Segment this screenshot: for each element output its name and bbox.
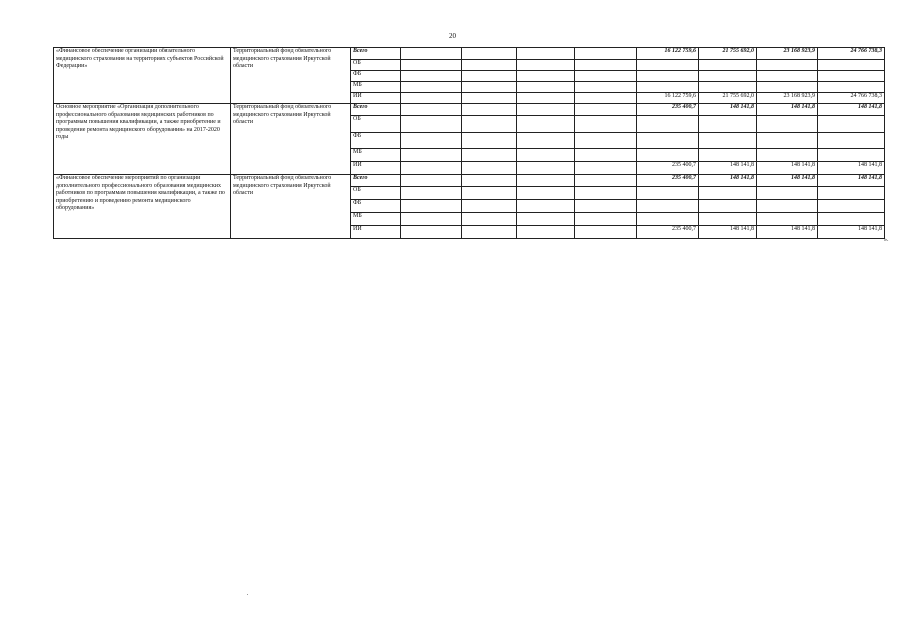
closing-quote-mark: ». — [884, 237, 889, 243]
amount-cell — [401, 48, 462, 60]
amount-cell — [462, 60, 517, 71]
amount-cell: 148 141,8 — [818, 104, 885, 116]
funding-source-cell: ФБ — [351, 133, 401, 149]
amount-cell — [699, 149, 757, 162]
amount-cell: 21 755 692,0 — [699, 48, 757, 60]
amount-cell — [517, 175, 575, 187]
amount-cell — [575, 71, 637, 82]
amount-cell — [637, 187, 699, 200]
amount-cell — [818, 187, 885, 200]
amount-cell — [637, 71, 699, 82]
amount-cell — [462, 93, 517, 104]
amount-cell — [757, 149, 818, 162]
amount-cell — [637, 60, 699, 71]
amount-cell — [575, 104, 637, 116]
amount-cell — [699, 200, 757, 213]
amount-cell — [699, 213, 757, 226]
amount-cell — [818, 133, 885, 149]
amount-cell — [818, 60, 885, 71]
amount-cell: 24 766 738,3 — [818, 48, 885, 60]
amount-cell — [401, 149, 462, 162]
amount-cell — [637, 213, 699, 226]
amount-cell — [575, 162, 637, 175]
amount-cell — [401, 200, 462, 213]
funding-source-cell: ИИ — [351, 162, 401, 175]
amount-cell — [575, 60, 637, 71]
amount-cell: 148 141,8 — [699, 162, 757, 175]
amount-cell — [818, 116, 885, 133]
amount-cell — [401, 82, 462, 93]
amount-cell — [462, 71, 517, 82]
amount-cell — [575, 226, 637, 239]
amount-cell — [517, 213, 575, 226]
amount-cell: 148 141,8 — [699, 226, 757, 239]
amount-cell: 23 168 923,9 — [757, 48, 818, 60]
funding-source-cell: ИИ — [351, 93, 401, 104]
table-row — [54, 175, 885, 187]
amount-cell — [575, 213, 637, 226]
amount-cell — [637, 149, 699, 162]
amount-cell — [757, 200, 818, 213]
amount-cell: 23 168 923,9 — [757, 93, 818, 104]
amount-cell — [699, 71, 757, 82]
amount-cell — [517, 60, 575, 71]
funding-source-cell: ИИ — [351, 226, 401, 239]
funding-source-cell: ФБ — [351, 71, 401, 82]
budget-table-body — [54, 48, 885, 239]
amount-cell — [517, 162, 575, 175]
amount-cell — [699, 116, 757, 133]
amount-cell: 148 141,8 — [699, 104, 757, 116]
amount-cell — [462, 116, 517, 133]
amount-cell: 148 141,8 — [757, 226, 818, 239]
amount-cell — [637, 200, 699, 213]
amount-cell: 148 141,8 — [757, 162, 818, 175]
amount-cell — [637, 116, 699, 133]
amount-cell — [699, 187, 757, 200]
amount-cell — [401, 93, 462, 104]
amount-cell — [637, 133, 699, 149]
funding-source-cell: МБ — [351, 149, 401, 162]
amount-cell — [699, 133, 757, 149]
amount-cell — [462, 48, 517, 60]
budget-table — [53, 47, 885, 239]
funding-source-cell: Всего — [351, 104, 401, 116]
amount-cell: 235 400,7 — [637, 162, 699, 175]
amount-cell: 148 141,8 — [818, 226, 885, 239]
amount-cell — [462, 226, 517, 239]
amount-cell — [637, 82, 699, 93]
executor-cell: Территориальный фонд обязательного медицинского страхования Иркутской области — [231, 48, 351, 104]
amount-cell: 148 141,8 — [818, 162, 885, 175]
amount-cell: 148 141,8 — [757, 175, 818, 187]
funding-source-cell: ОБ — [351, 60, 401, 71]
amount-cell — [575, 82, 637, 93]
amount-cell — [517, 93, 575, 104]
executor-cell: Территориальный фонд обязательного медицинского страхования Иркутской области — [231, 175, 351, 239]
amount-cell — [462, 104, 517, 116]
amount-cell — [462, 149, 517, 162]
amount-cell — [462, 133, 517, 149]
amount-cell — [401, 104, 462, 116]
table-row — [54, 104, 885, 116]
amount-cell: 235 400,7 — [637, 175, 699, 187]
funding-source-cell: МБ — [351, 82, 401, 93]
funding-source-cell: МБ — [351, 213, 401, 226]
program-name-cell: Основное мероприятие «Организация дополнительного профессионального образования медицинских работников по программам повышения квалификации, а также приобретение и проведение ремонта медицинского оборудования» на 2017-2020 годы — [54, 104, 231, 175]
amount-cell — [575, 93, 637, 104]
amount-cell — [462, 213, 517, 226]
amount-cell — [757, 60, 818, 71]
amount-cell — [401, 162, 462, 175]
amount-cell — [401, 187, 462, 200]
amount-cell — [517, 71, 575, 82]
amount-cell — [575, 175, 637, 187]
amount-cell: 148 141,8 — [818, 175, 885, 187]
amount-cell — [575, 187, 637, 200]
amount-cell — [517, 226, 575, 239]
amount-cell — [462, 200, 517, 213]
amount-cell — [462, 175, 517, 187]
amount-cell — [818, 213, 885, 226]
amount-cell — [401, 133, 462, 149]
amount-cell — [818, 200, 885, 213]
program-name-cell: «Финансовое обеспечение организации обязательного медицинского страхования на территориях субъектов Российской Федерации» — [54, 48, 231, 104]
amount-cell — [401, 116, 462, 133]
amount-cell — [575, 116, 637, 133]
amount-cell: 148 141,8 — [757, 104, 818, 116]
amount-cell: 235 400,7 — [637, 226, 699, 239]
amount-cell — [757, 213, 818, 226]
funding-source-cell: ФБ — [351, 200, 401, 213]
amount-cell — [517, 116, 575, 133]
amount-cell — [517, 149, 575, 162]
amount-cell — [517, 104, 575, 116]
table-row — [54, 48, 885, 60]
amount-cell — [575, 149, 637, 162]
amount-cell — [401, 213, 462, 226]
amount-cell — [818, 82, 885, 93]
amount-cell — [517, 48, 575, 60]
amount-cell — [575, 48, 637, 60]
amount-cell — [757, 133, 818, 149]
amount-cell — [517, 133, 575, 149]
amount-cell — [757, 71, 818, 82]
amount-cell — [818, 149, 885, 162]
amount-cell — [757, 116, 818, 133]
funding-source-cell: ОБ — [351, 116, 401, 133]
scan-speck — [247, 594, 248, 595]
funding-source-cell: Всего — [351, 175, 401, 187]
amount-cell — [401, 175, 462, 187]
amount-cell — [757, 82, 818, 93]
amount-cell — [517, 200, 575, 213]
amount-cell — [401, 71, 462, 82]
amount-cell — [517, 82, 575, 93]
amount-cell — [462, 82, 517, 93]
program-name-cell: «Финансовое обеспечение мероприятий по организации дополнительного профессионального образования медицинских работников по программам повышения квалификации, а также по приобретению и проведению ремонта медицинского оборудования» — [54, 175, 231, 239]
amount-cell — [757, 187, 818, 200]
executor-cell: Территориальный фонд обязательного медицинского страхования Иркутской области — [231, 104, 351, 175]
amount-cell: 21 755 692,0 — [699, 93, 757, 104]
amount-cell — [575, 200, 637, 213]
amount-cell: 16 122 759,6 — [637, 48, 699, 60]
amount-cell — [401, 226, 462, 239]
amount-cell — [818, 71, 885, 82]
amount-cell — [699, 60, 757, 71]
amount-cell — [462, 162, 517, 175]
amount-cell — [401, 60, 462, 71]
amount-cell — [462, 187, 517, 200]
funding-source-cell: ОБ — [351, 187, 401, 200]
amount-cell: 235 400,7 — [637, 104, 699, 116]
funding-source-cell: Всего — [351, 48, 401, 60]
amount-cell: 148 141,8 — [699, 175, 757, 187]
amount-cell — [575, 133, 637, 149]
page-number: 20 — [449, 32, 456, 40]
amount-cell: 16 122 759,6 — [637, 93, 699, 104]
amount-cell — [699, 82, 757, 93]
amount-cell: 24 766 738,3 — [818, 93, 885, 104]
amount-cell — [517, 187, 575, 200]
